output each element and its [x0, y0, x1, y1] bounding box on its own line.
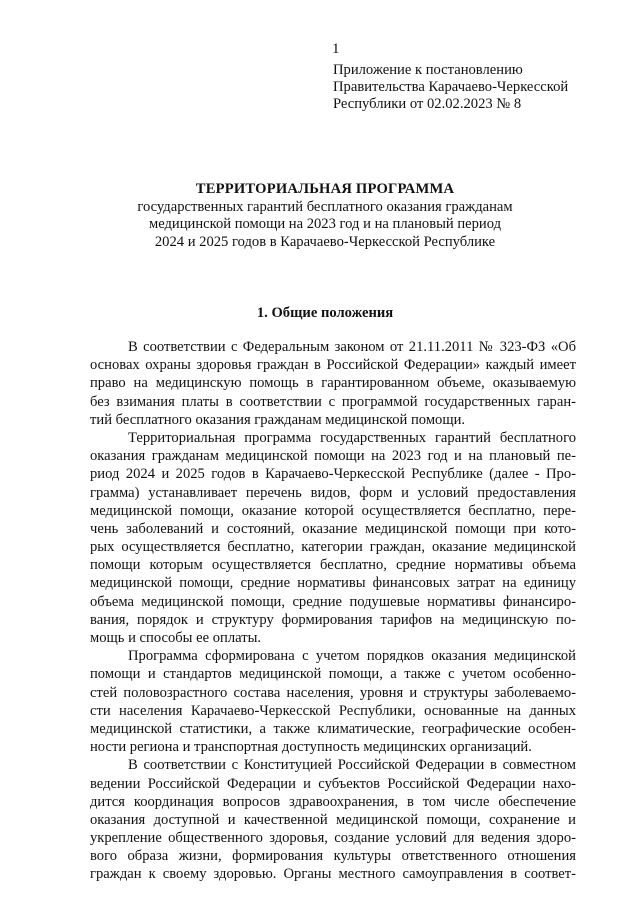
appendix-line: Республики от 02.02.2023 № 8	[333, 96, 522, 112]
program-subtitle-line: государственных гарантий бесплатного оказания гражданам	[137, 198, 513, 215]
section-heading: 1. Общие положения	[256, 305, 394, 321]
program-subtitle-line: 2024 и 2025 годов в Карачаево-Черкесской Республике	[154, 233, 496, 250]
paragraph-line: медицинской помощи, оказание которой осуществляется бесплатно, пере-	[90, 502, 576, 519]
paragraph-line: Программа сформирована с учетом порядков оказания медицинской	[128, 648, 576, 665]
body-text	[90, 338, 576, 884]
paragraph-line: сти населения Карачаево-Черкесской Республики, основанные на данных	[90, 702, 576, 719]
paragraph-line: вания, порядок и структуру формирования тарифов на медицинскую по-	[90, 611, 576, 628]
page-number: 1	[332, 41, 340, 57]
paragraph-line: укрепление общественного здоровья, создание условий для ведения здоро-	[90, 830, 576, 847]
paragraph-line: оказания доступной и качественной медицинской помощи, сохранение и	[90, 811, 576, 828]
program-subtitle	[60, 199, 590, 252]
paragraph-line: грамма) устанавливает перечень видов, форм и условий предоставления	[90, 484, 576, 501]
paragraph-line: ведении Российской Федерации и субъектов Российской Федерации нахо-	[90, 775, 576, 792]
paragraph-line: без взимания платы в соответствии с программой государственных гаран-	[90, 393, 576, 410]
paragraph-line: оказания гражданам медицинской помощи на 2023 год и на плановый пе-	[90, 448, 576, 465]
paragraph-line: тий бесплатного оказания гражданам медицинской помощи.	[90, 411, 466, 428]
program-header	[60, 181, 590, 251]
paragraph-line: граждан к своему здоровью. Органы местного самоуправления в соответ-	[90, 866, 576, 883]
paragraph-line: основах охраны здоровья граждан в Российской Федерации» каждый имеет	[90, 357, 576, 374]
paragraph-line: стей половозрастного состава населения, уровня и структуры заболеваемо-	[90, 684, 576, 701]
paragraph-line: помощи которым осуществляется бесплатно, средние нормативы объема	[90, 557, 576, 574]
appendix-line: Правительства Карачаево-Черкесской	[333, 79, 569, 95]
paragraph-line: ности региона и транспортная доступность медицинских организаций.	[90, 739, 532, 756]
paragraph-line: риод 2024 и 2025 годов в Карачаево-Черкесской Республике (далее - Про-	[90, 466, 576, 483]
paragraph-line: В соответствии с Федеральным законом от 21.11.2011 № 323-ФЗ «Об	[128, 339, 576, 355]
paragraph-line: рых осуществляется бесплатно, категории граждан, оказание медицинской	[90, 539, 576, 556]
paragraph-line: мощь и способы ее оплаты.	[90, 630, 262, 646]
paragraph-line: объема медицинской помощи, средние подушевые нормативы финансиро-	[90, 593, 576, 610]
paragraph-line: Территориальная программа государственных гарантий бесплатного	[128, 429, 576, 446]
appendix-line: Приложение к постановлению	[333, 62, 523, 78]
paragraph-line: медицинской статистики, а также климатические, географические особен-	[90, 720, 576, 737]
program-title: ТЕРРИТОРИАЛЬНАЯ ПРОГРАММА	[195, 181, 455, 197]
paragraph-line: право на медицинскую помощь в гарантированном объеме, оказываемую	[90, 375, 576, 392]
paragraph-line: В соответствии с Конституцией Российской Федерации в совместном	[128, 757, 576, 774]
appendix-note	[333, 62, 568, 113]
paragraph-line: медицинской помощи, средние нормативы финансовых затрат на единицу	[90, 575, 576, 592]
paragraph-line: помощи и стандартов медицинской помощи, а также с учетом особенно-	[90, 666, 576, 683]
paragraph-line: дится координация вопросов здравоохранения, в том числе обеспечение	[90, 793, 576, 810]
paragraph-line: чень заболеваний и состояний, оказание медицинской помощи при кото-	[90, 520, 576, 537]
program-subtitle-line: медицинской помощи на 2023 год и на плановый период	[148, 216, 502, 232]
paragraph-line: вого образа жизни, формирования культуры ответственного отношения	[90, 848, 576, 865]
